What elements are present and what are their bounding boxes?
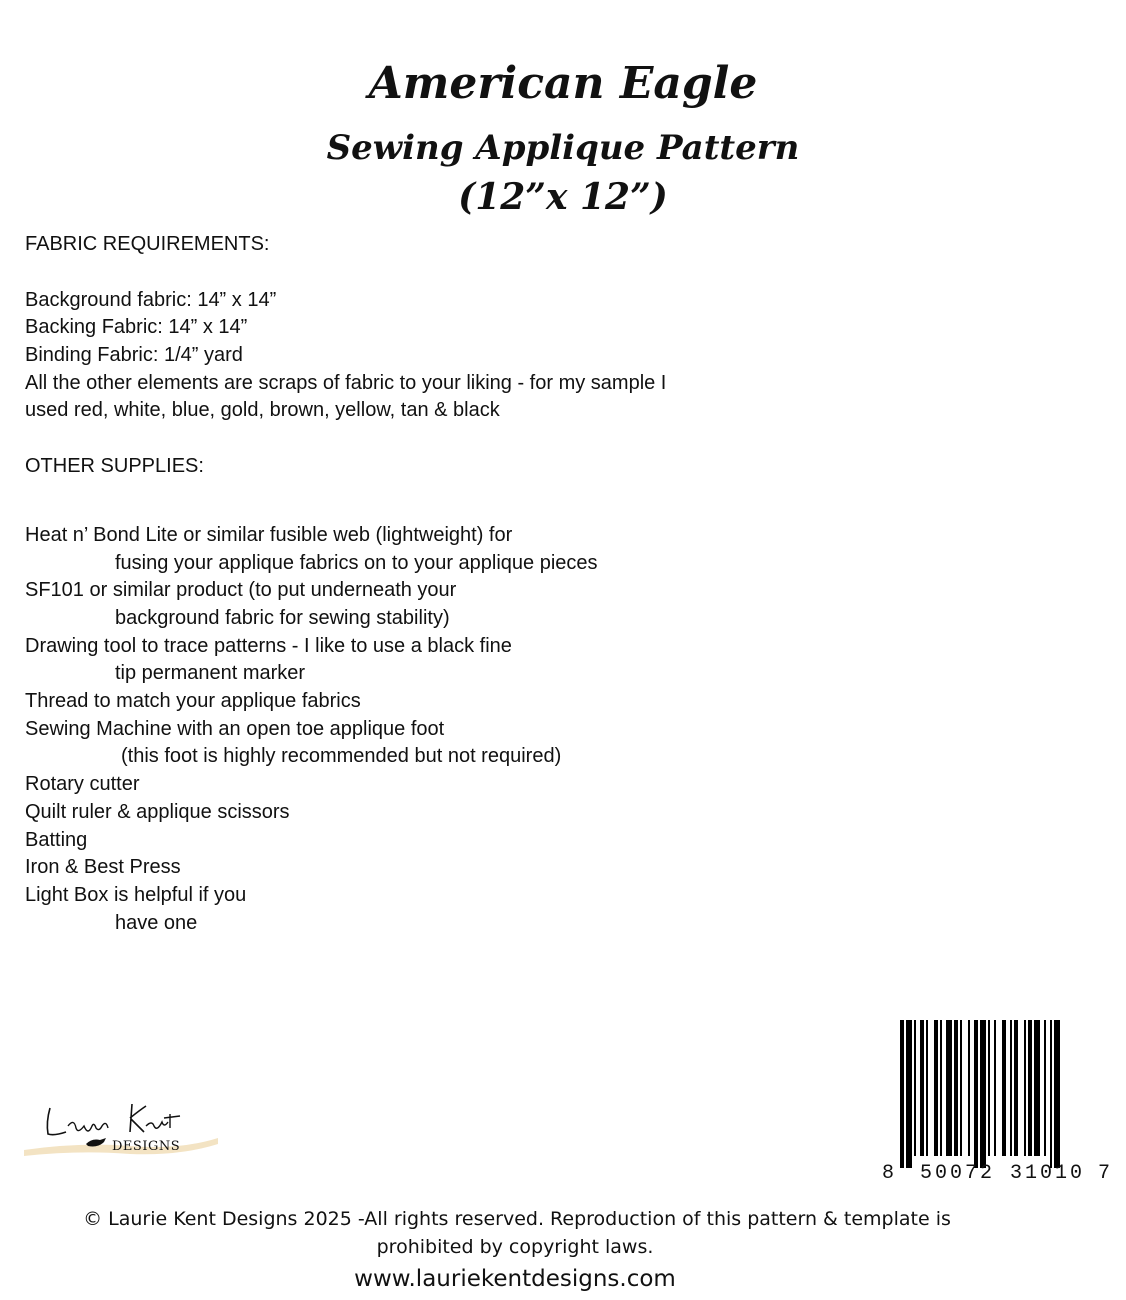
barcode-bar xyxy=(914,1020,916,1156)
barcode-digits-group2: 31010 xyxy=(1010,1162,1086,1185)
other-supplies-heading: OTHER SUPPLIES: xyxy=(25,455,204,477)
fabric-line: Binding Fabric: 1/4” yard xyxy=(25,344,243,366)
fabric-line: All the other elements are scraps of fabric to your liking - for my sample I xyxy=(25,372,667,394)
barcode-bar xyxy=(1002,1020,1006,1156)
supply-line: Thread to match your applique fabrics xyxy=(25,690,361,712)
supply-line: SF101 or similar product (to put underneath your xyxy=(25,579,457,601)
barcode xyxy=(898,1020,1112,1168)
supply-line: Quilt ruler & applique scissors xyxy=(25,801,290,823)
barcode-bar xyxy=(934,1020,938,1156)
barcode-bar xyxy=(1024,1020,1026,1156)
pattern-subtitle: Sewing Applique Pattern xyxy=(326,128,800,168)
supply-line: tip permanent marker xyxy=(115,662,306,684)
barcode-bar xyxy=(920,1020,924,1156)
supply-line: Iron & Best Press xyxy=(25,856,181,878)
website-link[interactable]: www.lauriekentdesigns.com xyxy=(354,1266,676,1292)
fabric-line: used red, white, blue, gold, brown, yellow, tan & black xyxy=(25,399,500,421)
supply-line: Rotary cutter xyxy=(25,773,140,795)
supply-line: Batting xyxy=(25,829,88,851)
barcode-bar xyxy=(1044,1020,1046,1156)
barcode-bar xyxy=(1028,1020,1032,1156)
pattern-title: American Eagle xyxy=(368,58,758,109)
supply-line: have one xyxy=(115,912,198,934)
supply-line: background fabric for sewing stability) xyxy=(115,607,450,629)
pattern-size: (12”x 12”) xyxy=(458,176,668,218)
barcode-bar xyxy=(980,1020,986,1168)
supply-line: Drawing tool to trace patterns - I like to use a black fine xyxy=(25,635,512,657)
barcode-bar xyxy=(906,1020,912,1168)
barcode-bar xyxy=(1034,1020,1040,1156)
barcode-bar xyxy=(960,1020,962,1156)
barcode-bar xyxy=(926,1020,928,1156)
barcode-digit-right: 7 xyxy=(1098,1162,1114,1185)
barcode-bar xyxy=(900,1020,904,1168)
barcode-bar xyxy=(954,1020,958,1156)
supply-line: Heat n’ Bond Lite or similar fusible web (lightweight) for xyxy=(25,524,513,546)
fabric-line: Background fabric: 14” x 14” xyxy=(25,289,277,311)
barcode-bar xyxy=(1054,1020,1060,1168)
supply-line: fusing your applique fabrics on to your applique pieces xyxy=(115,552,598,574)
barcode-bar xyxy=(1010,1020,1012,1156)
barcode-bar xyxy=(994,1020,996,1156)
barcode-bar xyxy=(968,1020,970,1156)
laurie-kent-designs-logo xyxy=(20,1092,220,1164)
barcode-bar xyxy=(940,1020,942,1156)
fabric-requirements-heading: FABRIC REQUIREMENTS: xyxy=(25,233,270,255)
barcode-bar xyxy=(988,1020,990,1156)
fabric-line: Backing Fabric: 14” x 14” xyxy=(25,316,248,338)
supply-line: Sewing Machine with an open toe applique foot xyxy=(25,718,445,740)
barcode-bar xyxy=(974,1020,978,1168)
barcode-digit-left: 8 xyxy=(882,1162,898,1185)
barcode-bar xyxy=(946,1020,952,1156)
barcode-bar xyxy=(1014,1020,1018,1156)
barcode-bar xyxy=(1050,1020,1052,1168)
svg-text:DESIGNS: DESIGNS xyxy=(112,1139,181,1154)
supply-line: Light Box is helpful if you xyxy=(25,884,247,906)
copyright-line-2: prohibited by copyright laws. xyxy=(376,1236,654,1258)
copyright-line-1: © Laurie Kent Designs 2025 -All rights reserved. Reproduction of this pattern & template is xyxy=(83,1208,951,1230)
barcode-digits-group1: 50072 xyxy=(920,1162,996,1185)
supply-line: (this foot is highly recommended but not required) xyxy=(121,745,562,767)
